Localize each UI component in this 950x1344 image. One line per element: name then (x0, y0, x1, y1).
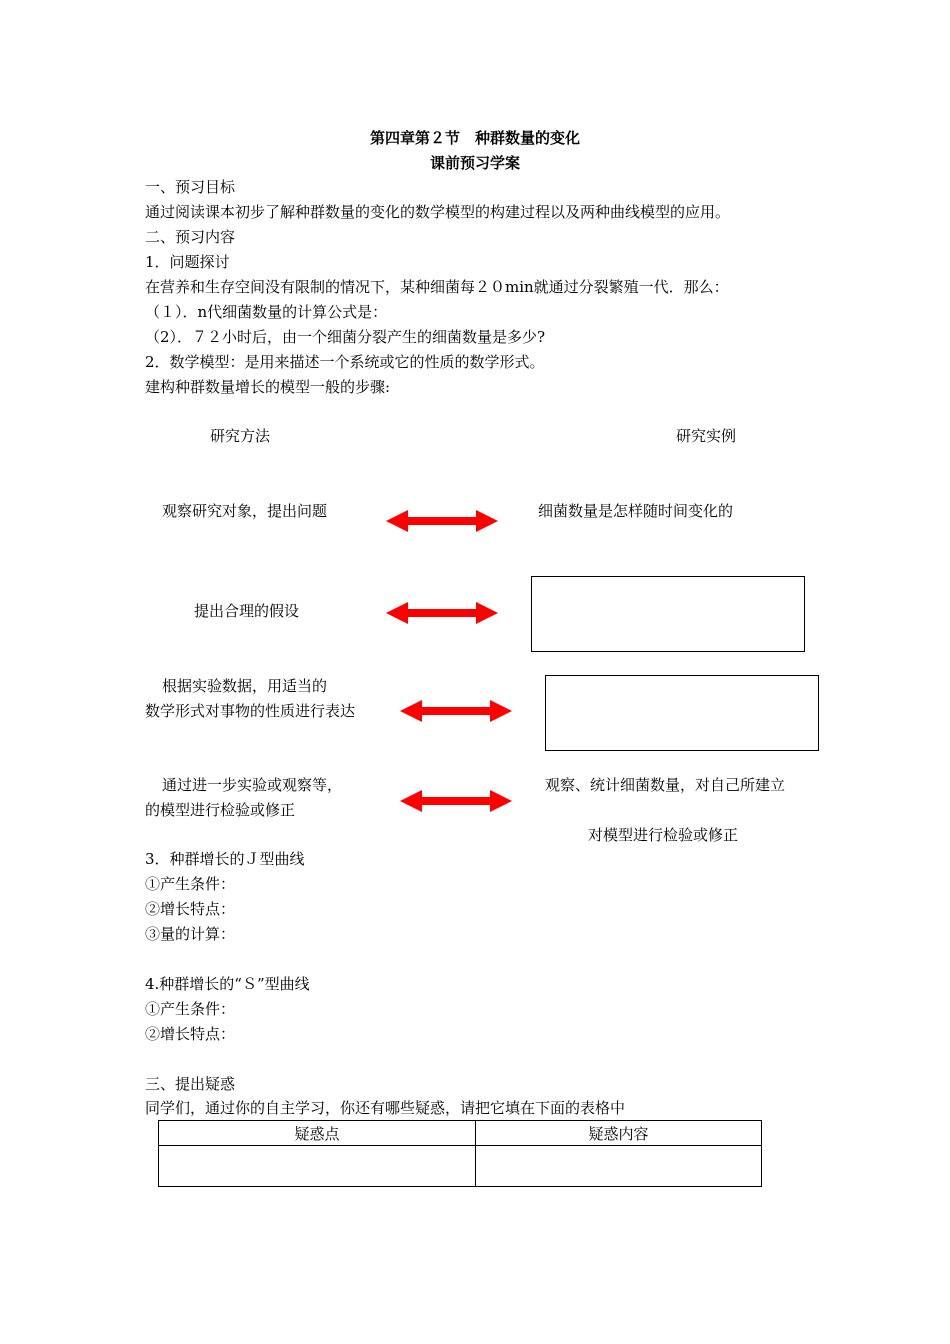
step3-method-line2: 数学形式对事物的性质进行表达 (145, 702, 356, 720)
item1-text: 在营养和生存空间没有限制的情况下，某种细菌每２０min就通过分裂繁殖一代．那么： (145, 278, 729, 296)
step4-method-line1: 通过进一步实验或观察等， (162, 776, 343, 794)
item3-condition: ①产生条件： (145, 875, 236, 893)
step2-answer-box[interactable] (531, 576, 805, 652)
questions-table (158, 1120, 762, 1187)
item4-condition: ①产生条件： (145, 1000, 236, 1018)
question-point-cell[interactable] (159, 1146, 476, 1187)
item1-question1: （１）．n代细菌数量的计算公式是： (145, 303, 388, 321)
item1-question2: （2）．７２小时后，由一个细菌分裂产生的细菌数量是多少? (145, 328, 546, 346)
steps-intro: 建构种群数量增长的模型一般的步骤: (145, 378, 391, 396)
section-heading-questions: 三、提出疑惑 (145, 1075, 236, 1093)
step4-example-line2: 对模型进行检验或修正 (588, 826, 739, 844)
step3-answer-box[interactable] (545, 675, 819, 751)
step3-method-line1: 根据实验数据，用适当的 (162, 677, 328, 695)
table-header-row (159, 1121, 762, 1146)
double-arrow-icon (386, 509, 498, 533)
question-content-cell[interactable] (476, 1146, 762, 1187)
item2-text: 2．数学模型：是用来描述一个系统或它的性质的数学形式。 (145, 353, 545, 371)
table-header-content: 疑惑内容 (476, 1121, 762, 1146)
step1-example: 细菌数量是怎样随时间变化的 (538, 502, 734, 520)
double-arrow-icon (400, 699, 512, 723)
questions-text: 同学们，通过你的自主学习，你还有哪些疑惑，请把它填在下面的表格中 (145, 1099, 626, 1117)
goals-text: 通过阅读课本初步了解种群数量的变化的数学模型的构建过程以及两种曲线模型的应用。 (145, 203, 731, 221)
section-heading-goals: 一、预习目标 (145, 178, 236, 196)
double-arrow-icon (386, 601, 498, 625)
item4-heading: 4.种群增长的“Ｓ”型曲线 (145, 975, 310, 993)
section-heading-content: 二、预习内容 (145, 228, 236, 246)
step4-example-line1: 观察、统计细菌数量，对自己所建立 (545, 776, 786, 794)
table-header-point: 疑惑点 (159, 1121, 476, 1146)
step4-method-line2: 的模型进行检验或修正 (145, 801, 296, 819)
item1-heading: 1．问题探讨 (145, 253, 230, 271)
double-arrow-icon (400, 789, 512, 813)
table-row (159, 1146, 762, 1187)
item3-heading: 3．种群增长的Ｊ型曲线 (145, 850, 305, 868)
page-subtitle: 课前预习学案 (429, 154, 520, 172)
item3-feature: ②增长特点： (145, 900, 236, 918)
step2-method: 提出合理的假设 (194, 602, 300, 620)
page-title: 第四章第２节 种群数量的变化 (369, 129, 580, 147)
column-header-example: 研究实例 (676, 427, 737, 445)
item4-feature: ②增长特点： (145, 1025, 236, 1043)
column-header-method: 研究方法 (210, 427, 271, 445)
step1-method: 观察研究对象，提出问题 (162, 502, 328, 520)
item3-calculation: ③量的计算： (145, 925, 236, 943)
